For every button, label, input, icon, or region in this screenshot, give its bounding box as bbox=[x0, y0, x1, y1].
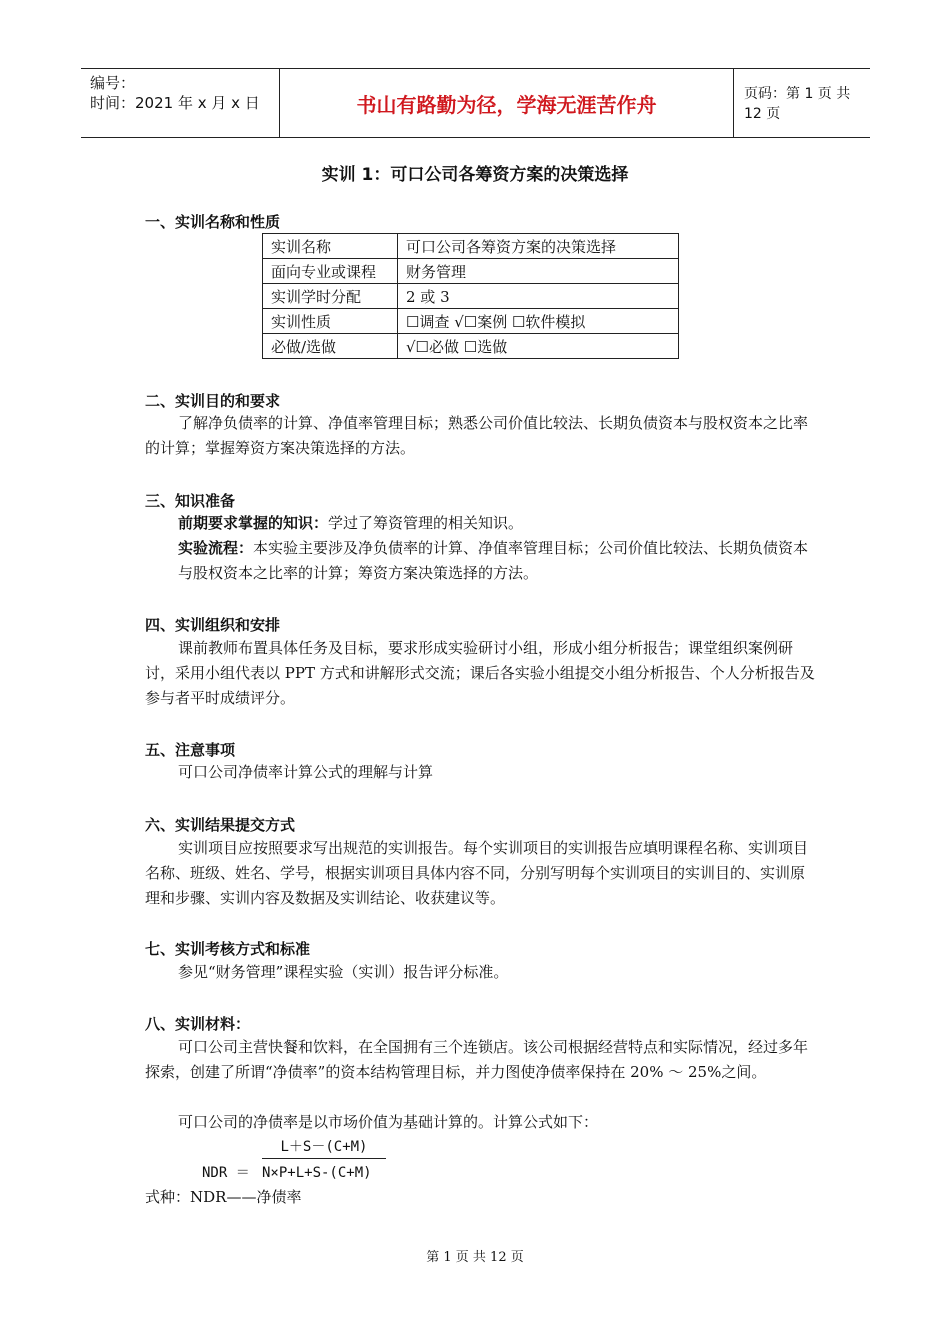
section-3-procedure bbox=[178, 536, 818, 586]
table-row bbox=[263, 309, 679, 334]
section-6-heading: 六、实训结果提交方式 bbox=[145, 816, 296, 834]
table-value: 可口公司各筹资方案的决策选择 bbox=[398, 234, 679, 259]
table-key: 面向专业或课程 bbox=[263, 259, 398, 284]
table-row bbox=[263, 334, 679, 359]
page-footer: 第 1 页 共 12 页 bbox=[426, 1250, 524, 1265]
section-8-heading: 八、实训材料： bbox=[145, 1015, 251, 1033]
knowledge-text: 学过了筹资管理的相关知识。 bbox=[328, 514, 524, 532]
table-row bbox=[263, 284, 679, 309]
section-7-text: 参见“财务管理”课程实验（实训）报告评分标准。 bbox=[178, 963, 509, 981]
section-8-paragraph-2: 可口公司的净债率是以市场价值为基础计算的。计算公式如下： bbox=[178, 1113, 599, 1131]
section-3-knowledge bbox=[178, 511, 818, 536]
header-meta bbox=[81, 69, 280, 137]
table-value: 2 或 3 bbox=[398, 284, 679, 309]
formula-denominator: N×P+L+S-(C+M) bbox=[262, 1165, 372, 1181]
header-motto: 书山有路勤为径，学海无涯苦作舟 bbox=[280, 69, 734, 137]
header-number: 编号： bbox=[90, 74, 136, 92]
section-8-paragraph-1: 可口公司主营快餐和饮料，在全国拥有三个连锁店。该公司根据经营特点和实际情况，经过多年探索，创建了所谓“净债率”的资本结构管理目标，并力图使净债率保持在 20% ～ 25%之间。 bbox=[145, 1038, 809, 1081]
section-4-heading: 四、实训组织和安排 bbox=[145, 616, 281, 634]
document-title: 实训 1：可口公司各筹资方案的决策选择 bbox=[321, 165, 629, 185]
knowledge-label: 前期要求掌握的知识： bbox=[178, 514, 329, 532]
header-time: 时间：2021 年 x 月 x 日 bbox=[90, 94, 260, 112]
table-row bbox=[263, 234, 679, 259]
table-key: 实训名称 bbox=[263, 234, 398, 259]
procedure-text: 本实验主要涉及净负债率的计算、净值率管理目标；公司价值比较法、长期负债资本与股权资本之比率的计算；筹资方案决策选择的方法。 bbox=[178, 539, 809, 582]
section-2-heading: 二、实训目的和要求 bbox=[145, 392, 281, 410]
section-6-text: 实训项目应按照要求写出规范的实训报告。每个实训项目的实训报告应填明课程名称、实训项目名称、班级、姓名、学号，根据实训项目具体内容不同，分别写明每个实训项目的实训目的、实训原理和步骤、实训内容及数据及实训结论、收获建议等。 bbox=[145, 839, 809, 907]
table-row bbox=[263, 259, 679, 284]
section-5-text: 可口公司净债率计算公式的理解与计算 bbox=[178, 763, 434, 781]
info-table bbox=[262, 233, 679, 359]
table-value: 财务管理 bbox=[398, 259, 679, 284]
formula-lhs: NDR ＝ bbox=[202, 1165, 250, 1181]
procedure-label: 实验流程： bbox=[178, 539, 254, 557]
table-value: ☐调查 √☐案例 ☐软件模拟 bbox=[398, 309, 679, 334]
formula-definition: 式种：NDR——净债率 bbox=[145, 1188, 302, 1206]
section-7-heading: 七、实训考核方式和标准 bbox=[145, 940, 311, 958]
table-key: 必做/选做 bbox=[263, 334, 398, 359]
section-2-text: 了解净负债率的计算、净值率管理目标；熟悉公司价值比较法、长期负债资本与股权资本之比率的计算；掌握筹资方案决策选择的方法。 bbox=[145, 414, 809, 457]
header-page-number: 页码：第 1 页 共 12 页 bbox=[744, 86, 851, 122]
page-header bbox=[81, 68, 870, 138]
table-key: 实训学时分配 bbox=[263, 284, 398, 309]
table-value: √☐必做 ☐选做 bbox=[398, 334, 679, 359]
section-4-text: 课前教师布置具体任务及目标，要求形成实验研讨小组，形成小组分析报告；课堂组织案例研讨，采用小组代表以 PPT 方式和讲解形式交流；课后各实验小组提交小组分析报告、个人分析报告及参与者平时成绩评分。 bbox=[145, 639, 815, 707]
formula-numerator: L＋S－(C+M) bbox=[262, 1136, 386, 1159]
section-1-heading: 一、实训名称和性质 bbox=[145, 213, 281, 231]
table-key: 实训性质 bbox=[263, 309, 398, 334]
section-5-heading: 五、注意事项 bbox=[145, 741, 236, 759]
section-3-heading: 三、知识准备 bbox=[145, 492, 236, 510]
